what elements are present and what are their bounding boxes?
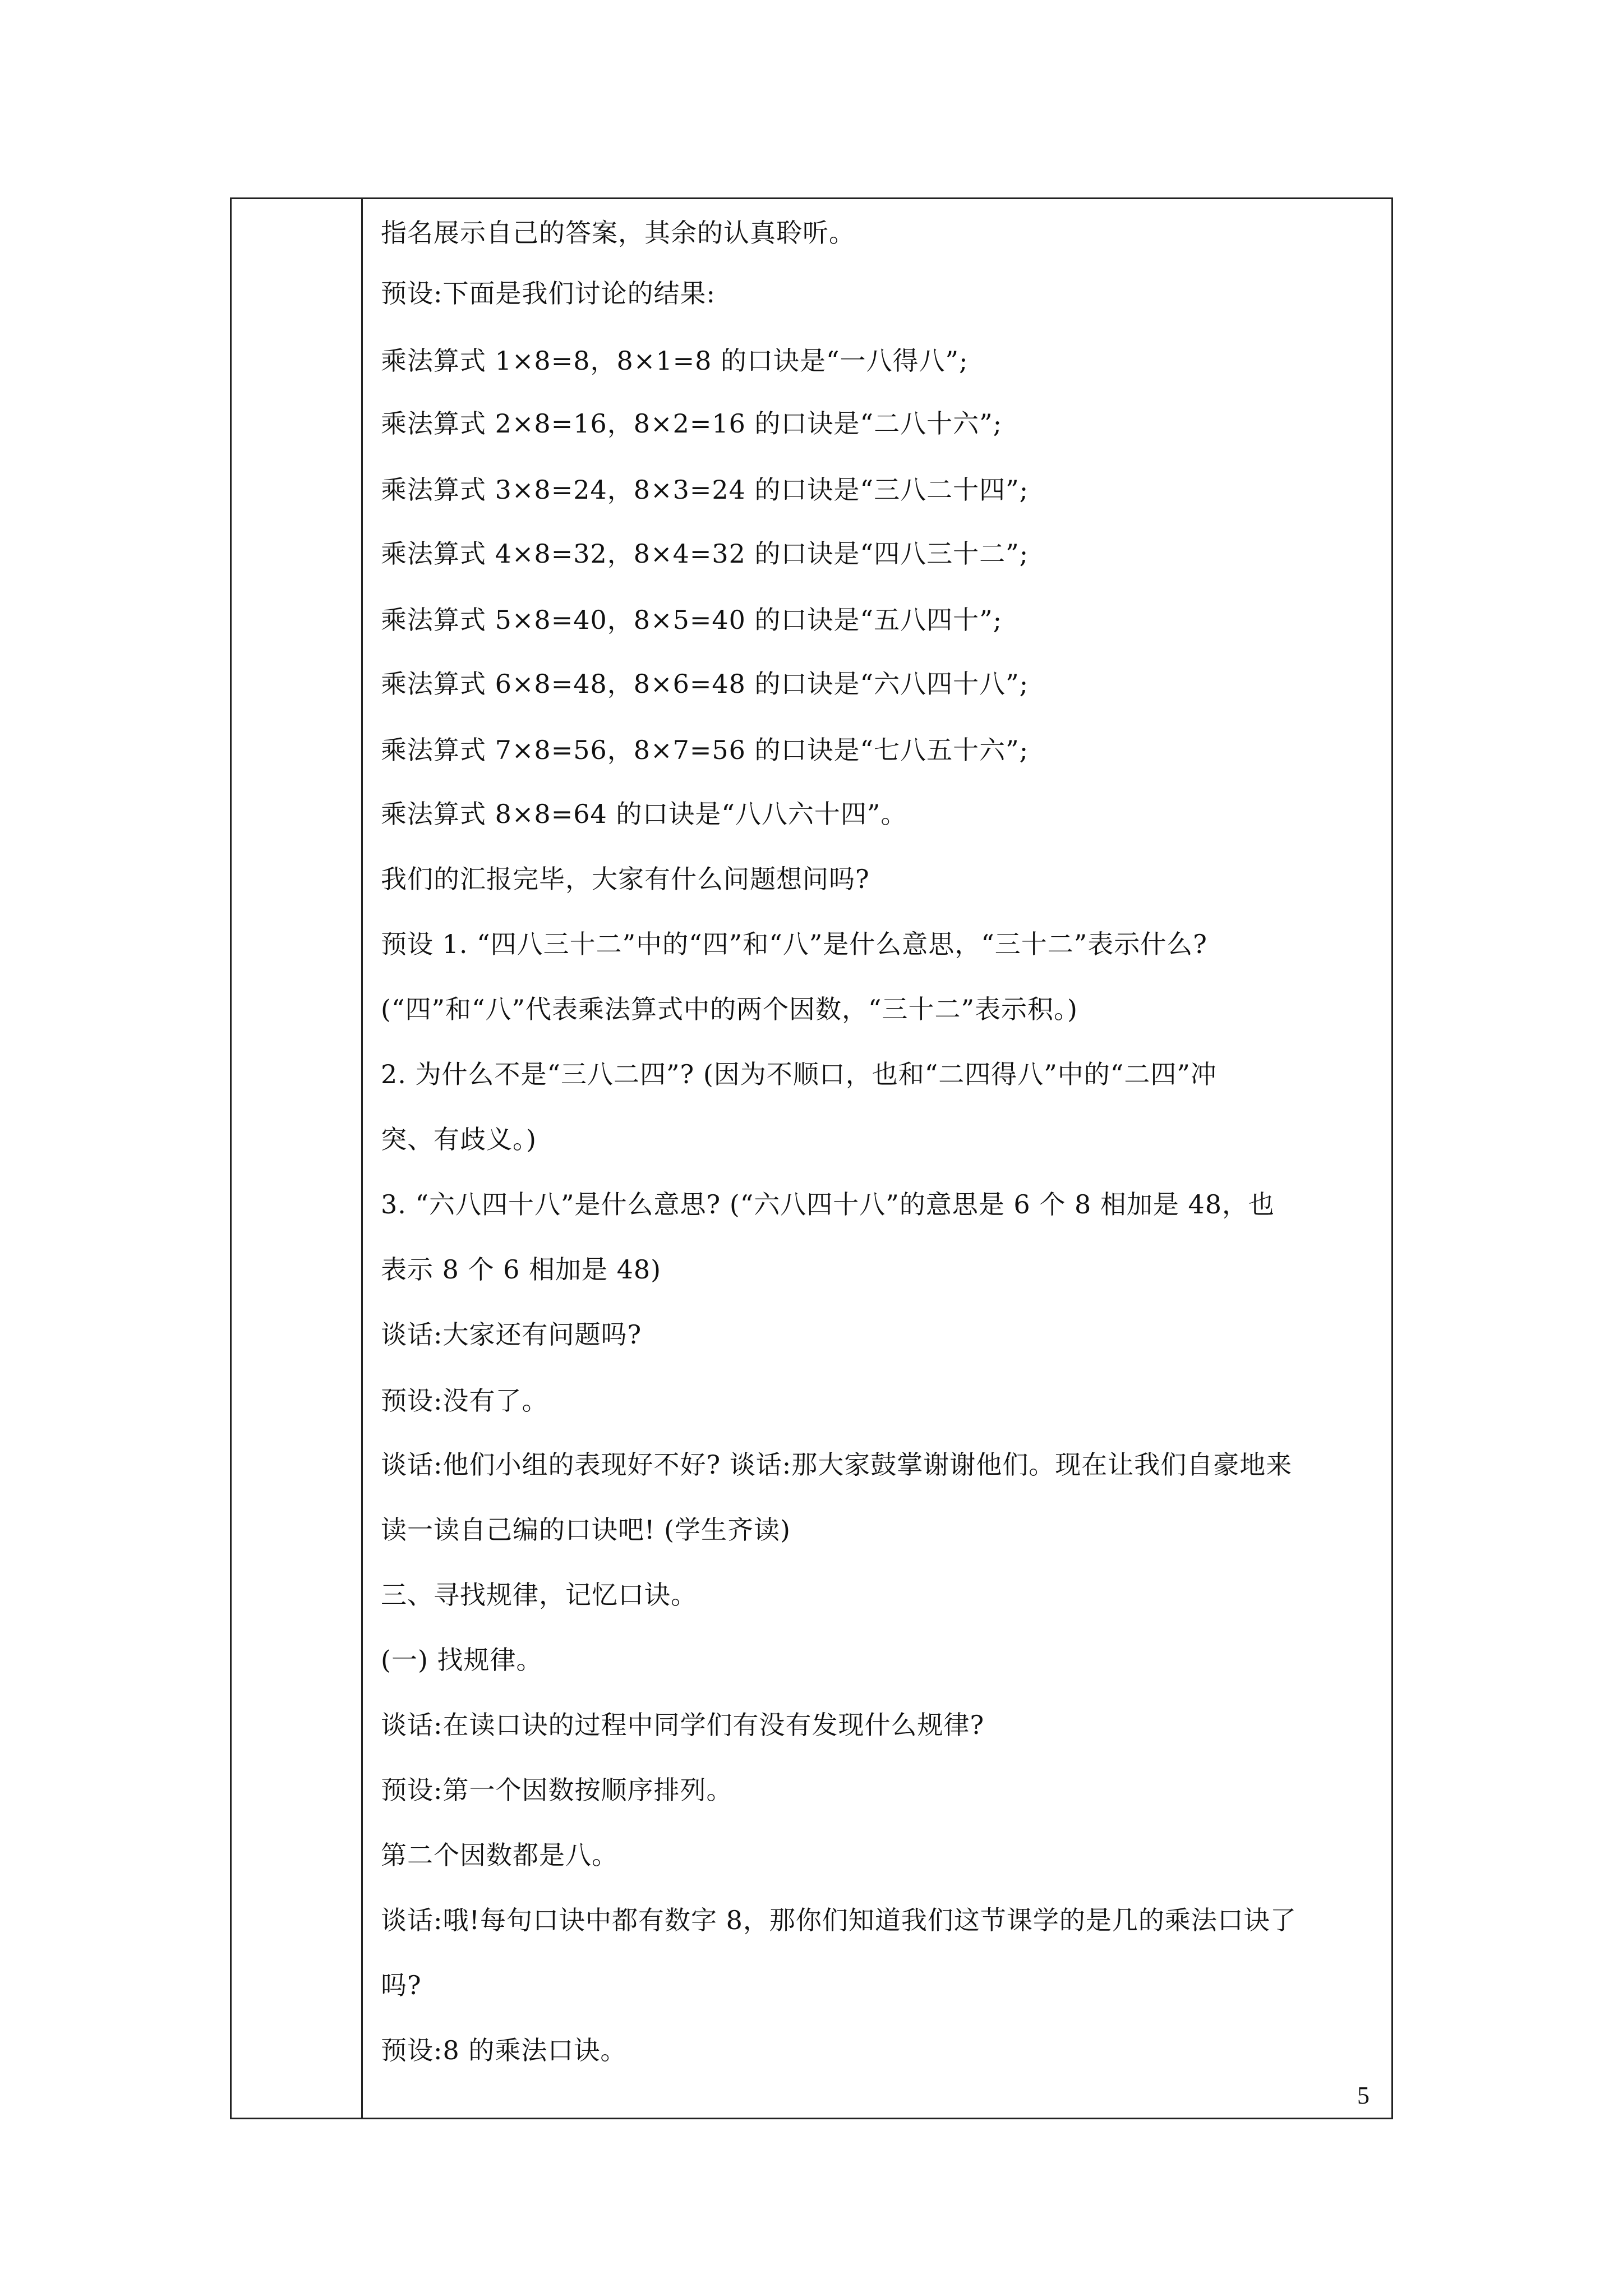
- text-line: (“四”和“八”代表乘法算式中的两个因数，“三十二”表示积。): [381, 994, 1078, 1024]
- text-line: 突、有歧义。): [381, 1124, 537, 1154]
- text-line: 乘法算式 3×8=24，8×3=24 的口诀是“三八二十四”;: [381, 475, 1029, 505]
- text-line: 预设 1. “四八三十二”中的“四”和“八”是什么意思，“三十二”表示什么?: [381, 929, 1207, 959]
- text-line: 乘法算式 5×8=40，8×5=40 的口诀是“五八四十”;: [381, 605, 1003, 635]
- text-line: 乘法算式 1×8=8，8×1=8 的口诀是“一八得八”;: [381, 346, 969, 376]
- text-line: 乘法算式 7×8=56，8×7=56 的口诀是“七八五十六”;: [381, 735, 1029, 765]
- text-line: 三、寻找规律，记忆口诀。: [381, 1580, 697, 1610]
- lesson-table: [230, 197, 1393, 2119]
- text-line: 读一读自己编的口诀吧! (学生齐读): [381, 1515, 791, 1545]
- text-line: 预设:8 的乘法口诀。: [381, 2035, 627, 2065]
- text-line: 谈话:哦!每句口诀中都有数字 8，那你们知道我们这节课学的是几的乘法口诀了: [381, 1905, 1297, 1935]
- text-line: 我们的汇报完毕，大家有什么问题想问吗?: [381, 864, 870, 894]
- text-line: 谈话:大家还有问题吗?: [381, 1319, 642, 1350]
- text-line: 乘法算式 4×8=32，8×4=32 的口诀是“四八三十二”;: [381, 539, 1029, 569]
- text-line: 第二个因数都是八。: [381, 1840, 618, 1870]
- page-number: 5: [1357, 2082, 1370, 2109]
- text-line: 谈话:在读口诀的过程中同学们有没有发现什么规律?: [381, 1710, 985, 1740]
- text-line: 表示 8 个 6 相加是 48): [381, 1254, 662, 1285]
- text-line: 预设:第一个因数按顺序排列。: [381, 1775, 733, 1805]
- left-column-cell: [232, 199, 363, 2118]
- text-line: 预设:没有了。: [381, 1386, 548, 1416]
- text-line: 乘法算式 8×8=64 的口诀是“八八六十四”。: [381, 799, 907, 829]
- text-line: (一) 找规律。: [381, 1645, 543, 1675]
- text-line: 2. 为什么不是“三八二四”? (因为不顺口，也和“二四得八”中的“二四”冲: [381, 1059, 1217, 1089]
- text-line: 3. “六八四十八”是什么意思? (“六八四十八”的意思是 6 个 8 相加是 48，也: [381, 1189, 1275, 1220]
- text-line: 谈话:他们小组的表现好不好? 谈话:那大家鼓掌谢谢他们。现在让我们自豪地来: [381, 1450, 1293, 1480]
- text-line: 乘法算式 2×8=16，8×2=16 的口诀是“二八十六”;: [381, 408, 1003, 439]
- text-line: 乘法算式 6×8=48，8×6=48 的口诀是“六八四十八”;: [381, 669, 1029, 699]
- text-line: 吗?: [381, 1970, 422, 2000]
- content-column-cell: [381, 199, 1380, 2118]
- text-line: 预设:下面是我们讨论的结果:: [381, 278, 716, 309]
- text-line: 指名展示自己的答案，其余的认真聆听。: [381, 218, 855, 248]
